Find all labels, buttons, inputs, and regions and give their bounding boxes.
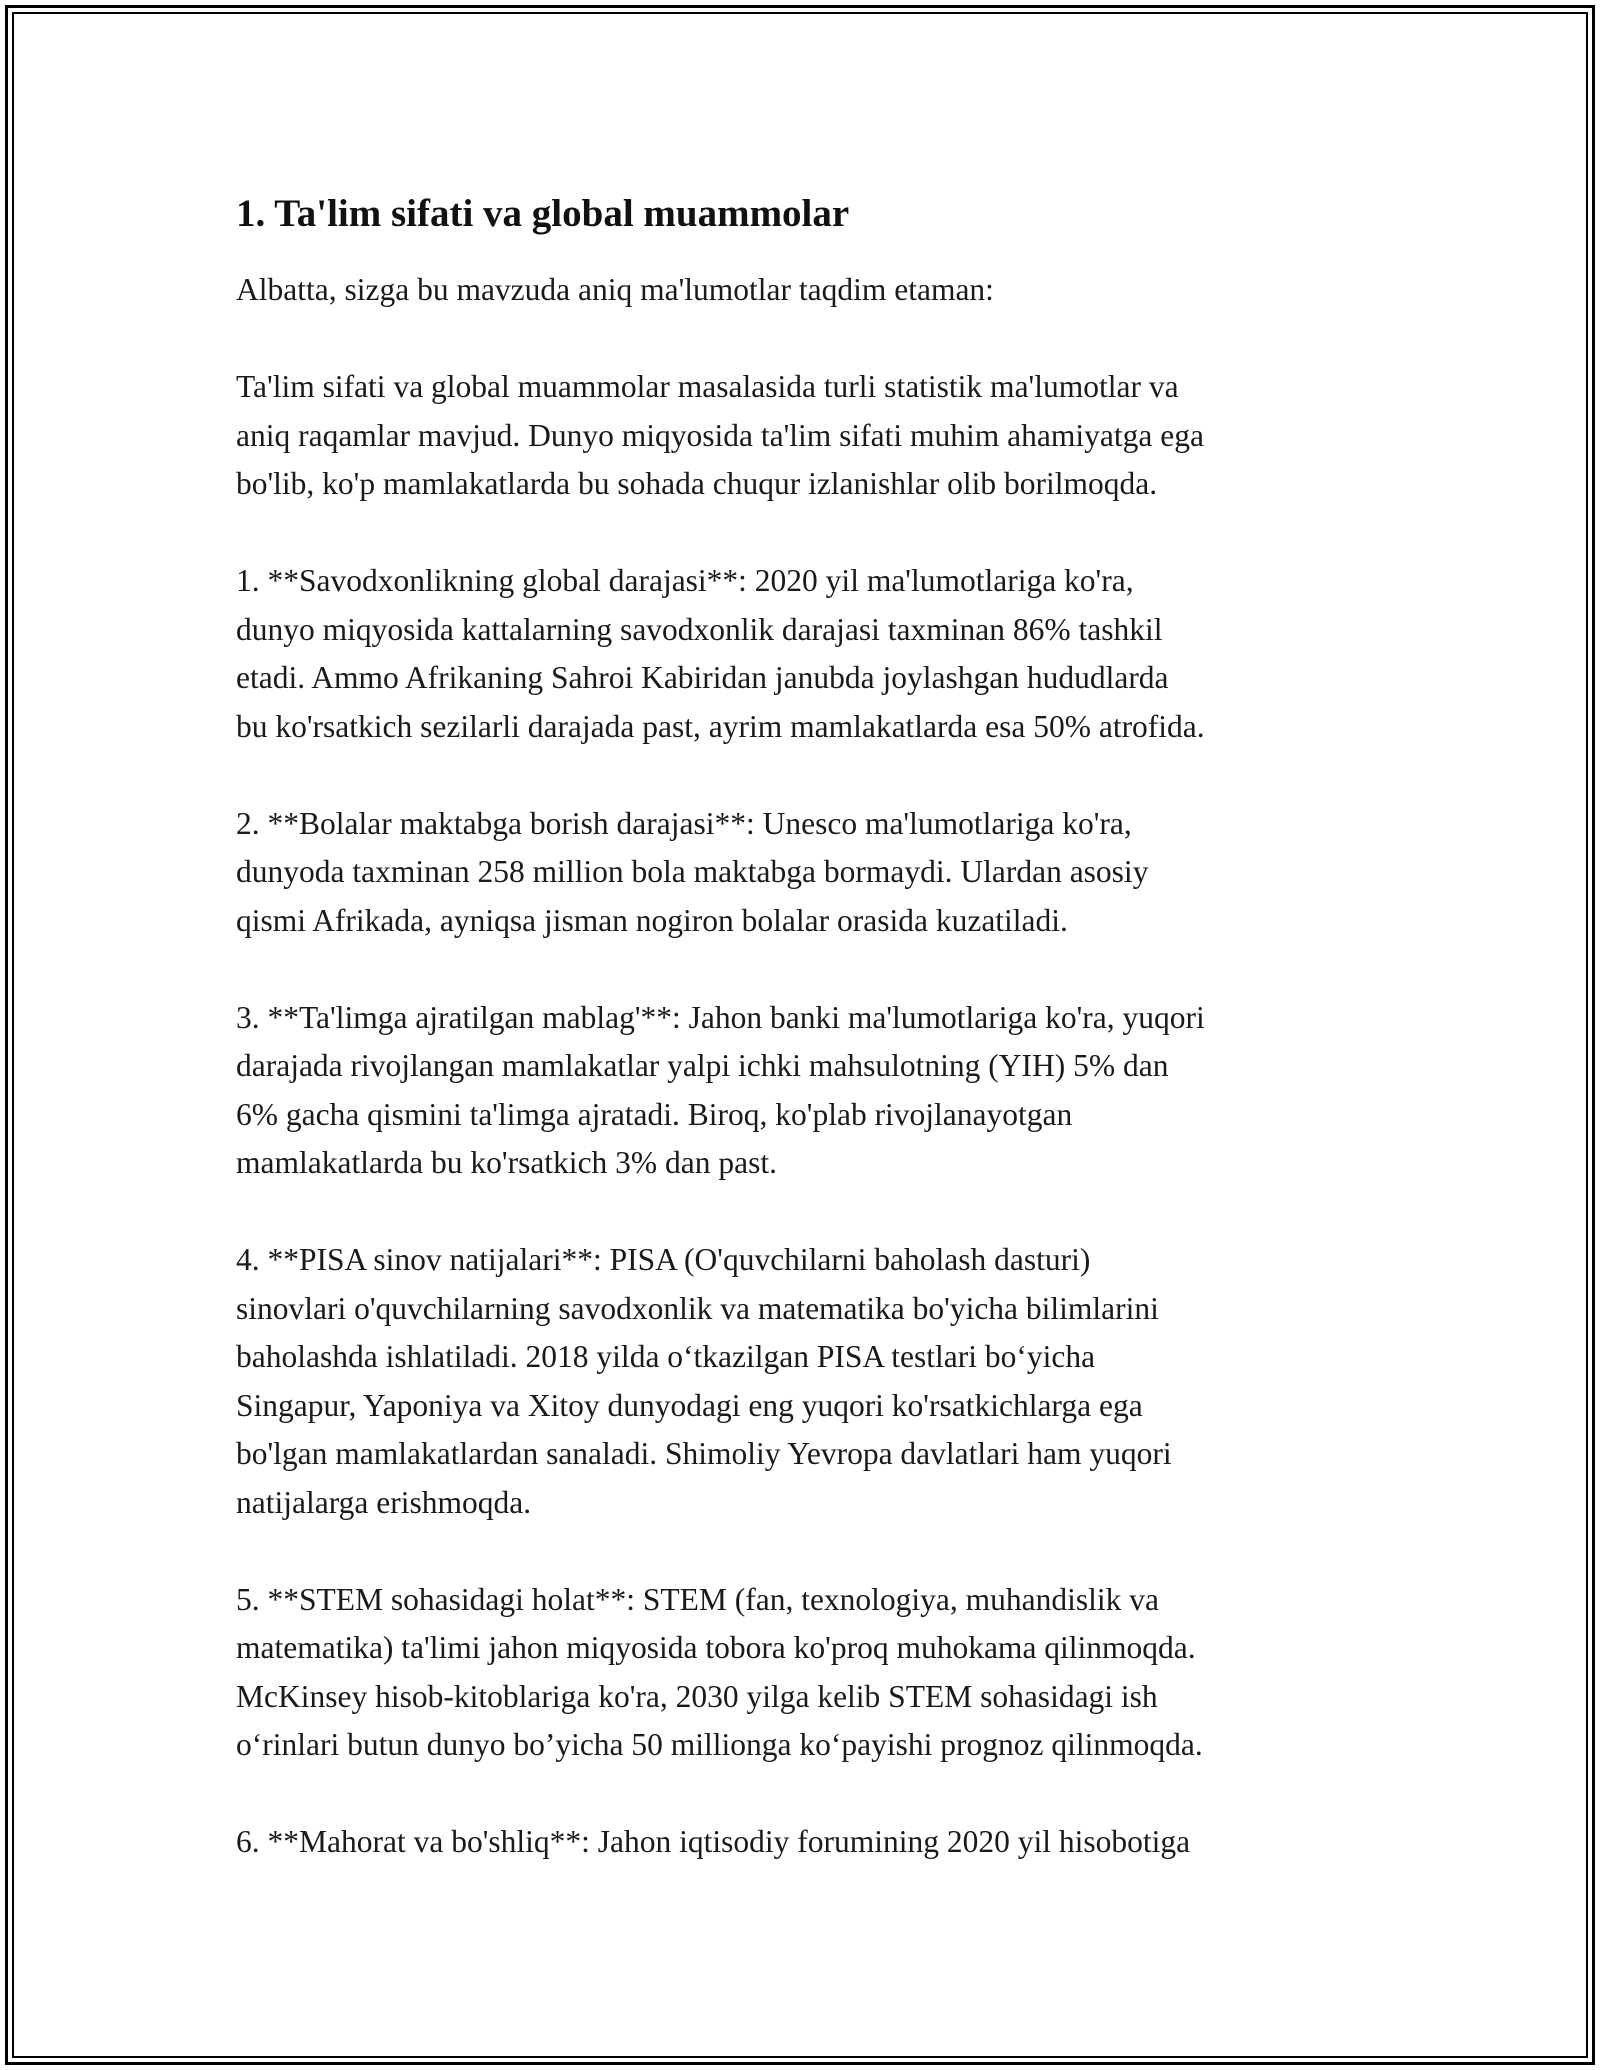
text-line: 6% gacha qismini ta'limga ajratadi. Biroq, ko'plab rivojlanayotgan — [236, 1096, 1073, 1132]
list-item-literacy — [236, 557, 1416, 751]
text-line: Albatta, sizga bu mavzuda aniq ma'lumotlar taqdim etaman: — [236, 272, 994, 307]
list-item-education-funding — [236, 994, 1416, 1188]
text-line: baholashda ishlatiladi. 2018 yilda o‘tkazilgan PISA testlari bo‘yicha — [236, 1339, 1096, 1374]
text-line: 6. **Mahorat va bo'shliq**: Jahon iqtisodiy forumining 2020 yil hisobotiga — [236, 1824, 1191, 1859]
text-line: sinovlari o'quvchilarning savodxonlik va matematika bo'yicha bilimlarini — [236, 1290, 1159, 1326]
text-line: 2. **Bolalar maktabga borish darajasi**: Unesco ma'lumotlariga ko'ra, — [236, 805, 1132, 841]
text-line: dunyo miqyosida kattalarning savodxonlik darajasi taxminan 86% tashkil — [236, 611, 1163, 647]
text-line: Singapur, Yaponiya va Xitoy dunyodagi eng yuqori ko'rsatkichlarga ega — [236, 1387, 1143, 1423]
list-item-skills-gap — [236, 1818, 1416, 1867]
text-line: 4. **PISA sinov natijalari**: PISA (O'quvchilarni baholash dasturi) — [236, 1242, 1091, 1277]
text-line: o‘rinlari butun dunyo bo’yicha 50 millionga ko‘payishi prognoz qilinmoqda. — [236, 1727, 1203, 1762]
text-line: 1. **Savodxonlikning global darajasi**: 2020 yil ma'lumotlariga ko'ra, — [236, 563, 1134, 598]
document-body — [236, 190, 1416, 1915]
text-line: bo'lgan mamlakatlardan sanaladi. Shimoliy Yevropa davlatlari ham yuqori — [236, 1436, 1172, 1471]
text-line: qismi Afrikada, ayniqsa jisman nogiron bolalar orasida kuzatiladi. — [236, 902, 1068, 938]
document-title: 1. Ta'lim sifati va global muammolar — [236, 192, 850, 235]
list-item-school-attendance — [236, 800, 1416, 946]
text-line: 5. **STEM sohasidagi holat**: STEM (fan, texnologiya, muhandislik va — [236, 1581, 1160, 1617]
list-item-stem — [236, 1576, 1416, 1770]
text-line: Ta'lim sifati va global muammolar masalasida turli statistik ma'lumotlar va — [236, 369, 1179, 404]
text-line: bo'lib, ko'p mamlakatlarda bu sohada chuqur izlanishlar olib borilmoqda. — [236, 466, 1158, 501]
text-line: matematika) ta'limi jahon miqyosida tobora ko'proq muhokama qilinmoqda. — [236, 1630, 1196, 1665]
paragraph-overview — [236, 363, 1416, 509]
text-line: dunyoda taxminan 258 million bola maktabga bormaydi. Ulardan asosiy — [236, 854, 1149, 889]
list-item-pisa-results — [236, 1236, 1416, 1527]
text-line: etadi. Ammo Afrikaning Sahroi Kabiridan janubda joylashgan hududlarda — [236, 660, 1169, 695]
text-line: bu ko'rsatkich sezilarli darajada past, ayrim mamlakatlarda esa 50% atrofida. — [236, 708, 1205, 744]
text-line: aniq raqamlar mavjud. Dunyo miqyosida ta'lim sifati muhim ahamiyatga ega — [236, 417, 1204, 453]
text-line: darajada rivojlangan mamlakatlar yalpi ichki mahsulotning (YIH) 5% dan — [236, 1048, 1169, 1083]
text-line: natijalarga erishmoqda. — [236, 1484, 532, 1520]
text-line: 3. **Ta'limga ajratilgan mablag'**: Jahon banki ma'lumotlariga ko'ra, yuqori — [236, 999, 1205, 1035]
text-line: mamlakatlarda bu ko'rsatkich 3% dan past. — [236, 1145, 778, 1180]
text-line: McKinsey hisob-kitoblariga ko'ra, 2030 yilga kelib STEM sohasidagi ish — [236, 1678, 1158, 1714]
paragraph-intro — [236, 266, 1416, 315]
